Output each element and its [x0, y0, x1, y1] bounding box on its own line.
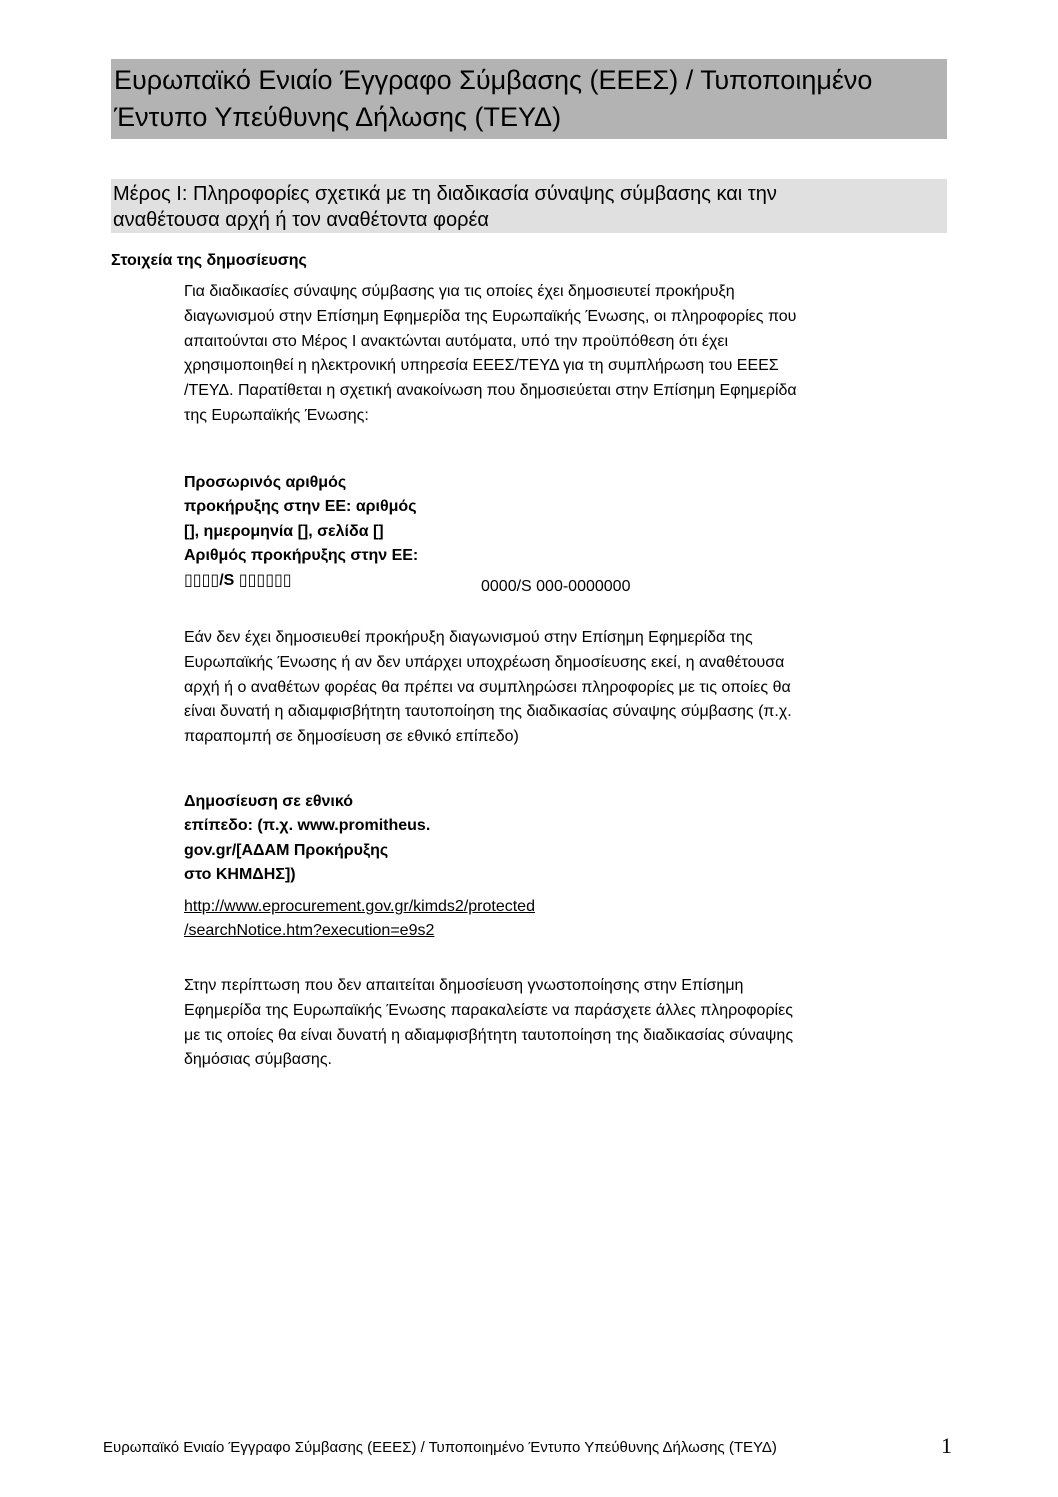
link-line[interactable]: /searchNotice.htm?execution=e9s2: [184, 922, 435, 939]
second-paragraph: [184, 626, 792, 750]
paragraph-line: Για διαδικασίες σύναψης σύμβασης για τις οποίες έχει δημοσιευτεί προκήρυξη: [184, 283, 735, 300]
label-line: επίπεδο: (π.χ. www.promitheus.: [184, 817, 431, 835]
paragraph-line: Ευρωπαϊκής Ένωσης ή αν δεν υπάρχει υποχρέωση δημοσίευσης εκεί, η αναθέτουσα: [184, 653, 785, 671]
label-line: Δημοσίευση σε εθνικό: [184, 793, 354, 810]
page-footer: Ευρωπαϊκό Ενιαίο Έγγραφο Σύμβασης (ΕΕΕΣ) / Τυποποιημένο Έντυπο Υπεύθυνης Δήλωσης (ΤΕΥΔ): [103, 1439, 777, 1456]
page-number: 1: [941, 1433, 952, 1458]
document-title-line-2: Έντυπο Υπεύθυνης Δήλωσης (ΤΕΥΔ): [114, 102, 562, 132]
paragraph-line: Εφημερίδα της Ευρωπαϊκής Ένωσης παρακαλείστε να παράσχετε άλλες πληροφορίες: [184, 1001, 793, 1019]
national-publication-link[interactable]: [184, 895, 535, 943]
link-line[interactable]: http://www.eprocurement.gov.gr/kimds2/protected: [184, 898, 535, 915]
paragraph-line: της Ευρωπαϊκής Ένωσης:: [184, 406, 369, 424]
notice-number-label: [184, 471, 418, 593]
label-line: ▯▯▯▯/S ▯▯▯▯▯▯: [184, 571, 292, 589]
part-heading: [111, 179, 947, 233]
paragraph-line: είναι δυνατή η αδιαμφισβήτητη ταυτοποίηση της διαδικασίας σύναψης σύμβασης (π.χ.: [184, 703, 792, 721]
third-paragraph: [184, 974, 793, 1073]
part-heading-line-1: Μέρος Ι: Πληροφορίες σχετικά με τη διαδικασία σύναψης σύμβασης και την: [113, 183, 777, 205]
paragraph-line: Στην περίπτωση που δεν απαιτείται δημοσίευση γνωστοποίησης στην Επίσημη: [184, 977, 744, 994]
paragraph-line: χρησιμοποιηθεί η ηλεκτρονική υπηρεσία ΕΕΕΣ/ΤΕΥΔ για τη συμπλήρωση του ΕΕΕΣ: [184, 357, 779, 375]
paragraph-line: /ΤΕΥΔ. Παρατίθεται η σχετική ανακοίνωση που δημοσιεύεται στην Επίσημη Εφημερίδα: [184, 382, 797, 400]
paragraph-line: διαγωνισμού στην Επίσημη Εφημερίδα της Ευρωπαϊκής Ένωσης, οι πληροφορίες που: [184, 307, 797, 325]
paragraph-line: αρχή ή ο αναθέτων φορέας θα πρέπει να συμπληρώσει πληροφορίες με τις οποίες θα: [184, 678, 791, 696]
label-line: στο ΚΗΜΔΗΣ]): [184, 866, 296, 884]
national-publication-label: [184, 790, 430, 888]
section-heading: Στοιχεία της δημοσίευσης: [111, 252, 307, 269]
label-line: προκήρυξης στην ΕΕ: αριθμός: [184, 498, 417, 516]
intro-paragraph: [184, 280, 797, 429]
paragraph-line: Εάν δεν έχει δημοσιευθεί προκήρυξη διαγωνισμού στην Επίσημη Εφημερίδα της: [184, 629, 753, 646]
paragraph-line: δημόσιας σύμβασης.: [184, 1051, 332, 1069]
part-heading-line-2: αναθέτουσα αρχή ή τον αναθέτοντα φορέα: [113, 209, 489, 231]
document-title: [111, 59, 947, 139]
paragraph-line: με τις οποίες θα είναι δυνατή η αδιαμφισβήτητη ταυτοποίηση της διαδικασίας σύναψης: [184, 1026, 794, 1044]
document-title-line-1: Ευρωπαϊκό Ενιαίο Έγγραφο Σύμβασης (ΕΕΕΣ) / Τυποποιημένο: [114, 65, 873, 95]
label-line: [], ημερομηνία [], σελίδα []: [184, 522, 384, 540]
paragraph-line: απαιτούνται στο Μέρος Ι ανακτώνται αυτόματα, υπό την προϋπόθεση ότι έχει: [184, 332, 729, 350]
paragraph-line: παραπομπή σε δημοσίευση σε εθνικό επίπεδο): [184, 728, 519, 746]
label-line: Αριθμός προκήρυξης στην ΕΕ:: [184, 547, 419, 565]
label-line: gov.gr/[ΑΔΑΜ Προκήρυξης: [184, 841, 389, 859]
label-line: Προσωρινός αριθμός: [184, 474, 347, 491]
notice-number-value: 0000/S 000-0000000: [481, 578, 631, 595]
